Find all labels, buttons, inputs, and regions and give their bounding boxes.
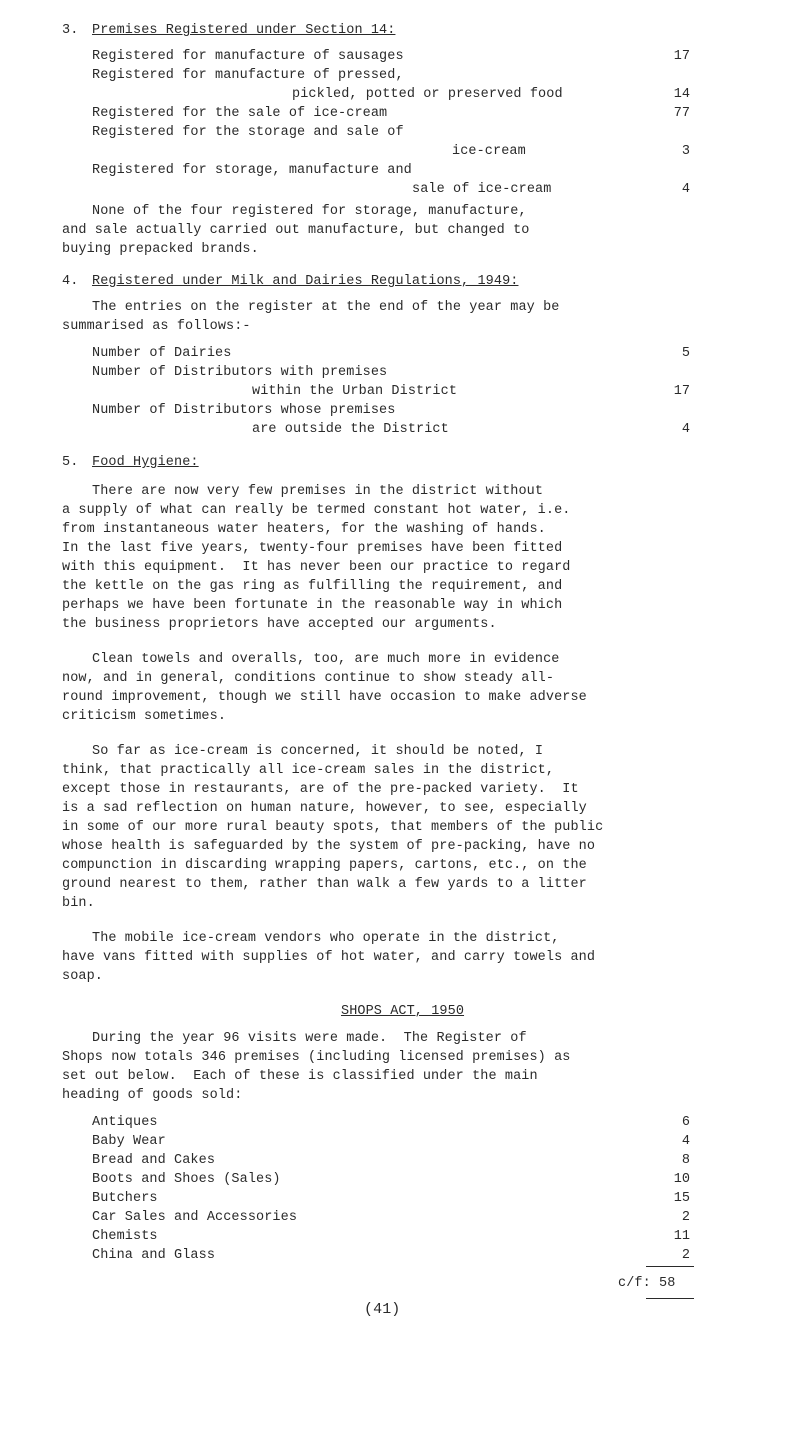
s5-p2-line-2: now, and in general, conditions continue to show steady all- bbox=[62, 671, 555, 686]
shops-row-2-value: 4 bbox=[681, 1134, 690, 1149]
s3-row-5-label: Registered for storage, manufacture and bbox=[92, 163, 412, 178]
s5-p1-line-2: a supply of what can really be termed constant hot water, i.e. bbox=[62, 503, 571, 518]
s5-p4-line-3: soap. bbox=[62, 969, 104, 984]
shops-row-8-value: 2 bbox=[681, 1248, 690, 1263]
s5-p1-line-7: perhaps we have been fortunate in the reasonable way in which bbox=[62, 598, 563, 613]
s4-row-2-label-cont: within the Urban District bbox=[252, 384, 458, 399]
shops-row-5-label: Butchers bbox=[92, 1191, 158, 1206]
s4-row-1-label: Number of Dairies bbox=[92, 346, 232, 361]
s5-p4-line-1: The mobile ice-cream vendors who operate in the district, bbox=[92, 931, 560, 946]
shops-row-4-value: 10 bbox=[673, 1172, 690, 1187]
shops-row-8-label: China and Glass bbox=[92, 1248, 216, 1263]
s5-p1-line-8: the business proprietors have accepted our arguments. bbox=[62, 617, 497, 632]
s5-p2-line-1: Clean towels and overalls, too, are much more in evidence bbox=[92, 652, 560, 667]
s3-row-5-label-cont: sale of ice-cream bbox=[412, 182, 552, 197]
s3-row-4-label-cont: ice-cream bbox=[452, 144, 526, 159]
section-3-heading: Premises Registered under Section 14: bbox=[92, 23, 396, 38]
total-rule bbox=[646, 1266, 694, 1267]
s5-p1-line-6: the kettle on the gas ring as fulfilling the requirement, and bbox=[62, 579, 563, 594]
section-4-heading: Registered under Milk and Dairies Regulations, 1949: bbox=[92, 274, 519, 289]
s3-row-3-label: Registered for the sale of ice-cream bbox=[92, 106, 388, 121]
s4-row-1-value: 5 bbox=[681, 346, 690, 361]
s4-row-2-value: 17 bbox=[673, 384, 690, 399]
s5-p3-line-2: think, that practically all ice-cream sales in the district, bbox=[62, 763, 555, 778]
s5-p3-line-9: bin. bbox=[62, 896, 95, 911]
shops-p-line-2: Shops now totals 346 premises (including licensed premises) as bbox=[62, 1050, 571, 1065]
section-4-number: 4. bbox=[62, 274, 79, 289]
s3-note-line-1: None of the four registered for storage, manufacture, bbox=[92, 204, 527, 219]
s3-row-1-value: 17 bbox=[673, 49, 690, 64]
shops-p-line-1: During the year 96 visits were made. The Register of bbox=[92, 1031, 527, 1046]
shops-p-line-4: heading of goods sold: bbox=[62, 1088, 243, 1103]
s4-intro-line-1: The entries on the register at the end of the year may be bbox=[92, 300, 560, 315]
shops-row-5-value: 15 bbox=[673, 1191, 690, 1206]
shops-row-6-value: 2 bbox=[681, 1210, 690, 1225]
s5-p1-line-4: In the last five years, twenty-four premises have been fitted bbox=[62, 541, 563, 556]
shops-row-4-label: Boots and Shoes (Sales) bbox=[92, 1172, 281, 1187]
shops-act-heading: SHOPS ACT, 1950 bbox=[341, 1004, 465, 1019]
shops-row-1-label: Antiques bbox=[92, 1115, 158, 1130]
s4-row-2-label: Number of Distributors with premises bbox=[92, 365, 388, 380]
shops-row-7-label: Chemists bbox=[92, 1229, 158, 1244]
s3-row-5-value: 4 bbox=[681, 182, 690, 197]
section-3-number: 3. bbox=[62, 23, 79, 38]
s5-p1-line-3: from instantaneous water heaters, for the washing of hands. bbox=[62, 522, 546, 537]
s3-row-4-value: 3 bbox=[681, 144, 690, 159]
s3-row-2-value: 14 bbox=[673, 87, 690, 102]
s3-row-4-label: Registered for the storage and sale of bbox=[92, 125, 404, 140]
shops-p-line-3: set out below. Each of these is classified under the main bbox=[62, 1069, 538, 1084]
page-number: (41) bbox=[364, 1301, 401, 1318]
s5-p3-line-7: compunction in discarding wrapping papers, cartons, etc., on the bbox=[62, 858, 587, 873]
shops-row-7-value: 11 bbox=[673, 1229, 690, 1244]
s5-p2-line-4: criticism sometimes. bbox=[62, 709, 227, 724]
s4-row-3-value: 4 bbox=[681, 422, 690, 437]
s3-row-3-value: 77 bbox=[673, 106, 690, 121]
s4-row-3-label-cont: are outside the District bbox=[252, 422, 449, 437]
s4-row-3-label: Number of Distributors whose premises bbox=[92, 403, 396, 418]
s5-p3-line-4: is a sad reflection on human nature, however, to see, especially bbox=[62, 801, 587, 816]
s3-note-line-3: buying prepacked brands. bbox=[62, 242, 259, 257]
s5-p1-line-5: with this equipment. It has never been our practice to regard bbox=[62, 560, 571, 575]
s5-p3-line-5: in some of our more rural beauty spots, that members of the public bbox=[62, 820, 604, 835]
s3-row-1-label: Registered for manufacture of sausages bbox=[92, 49, 404, 64]
section-5-heading: Food Hygiene: bbox=[92, 455, 199, 470]
shops-row-3-value: 8 bbox=[681, 1153, 690, 1168]
s5-p1-line-1: There are now very few premises in the district without bbox=[92, 484, 544, 499]
s5-p3-line-1: So far as ice-cream is concerned, it should be noted, I bbox=[92, 744, 544, 759]
s5-p3-line-6: whose health is safeguarded by the system of pre-packing, have no bbox=[62, 839, 596, 854]
section-5-number: 5. bbox=[62, 455, 79, 470]
s4-intro-line-2: summarised as follows:- bbox=[62, 319, 251, 334]
carried-forward-total: c/f: 58 bbox=[618, 1276, 676, 1291]
total-rule-lower bbox=[646, 1298, 694, 1299]
shops-row-6-label: Car Sales and Accessories bbox=[92, 1210, 298, 1225]
shops-row-1-value: 6 bbox=[681, 1115, 690, 1130]
s5-p4-line-2: have vans fitted with supplies of hot water, and carry towels and bbox=[62, 950, 596, 965]
shops-row-3-label: Bread and Cakes bbox=[92, 1153, 216, 1168]
s5-p3-line-8: ground nearest to them, rather than walk a few yards to a litter bbox=[62, 877, 587, 892]
s3-row-2-label-cont: pickled, potted or preserved food bbox=[292, 87, 563, 102]
s3-note-line-2: and sale actually carried out manufacture, but changed to bbox=[62, 223, 530, 238]
s5-p2-line-3: round improvement, though we still have occasion to make adverse bbox=[62, 690, 587, 705]
s3-row-2-label: Registered for manufacture of pressed, bbox=[92, 68, 404, 83]
shops-row-2-label: Baby Wear bbox=[92, 1134, 166, 1149]
s5-p3-line-3: except those in restaurants, are of the pre-packed variety. It bbox=[62, 782, 579, 797]
